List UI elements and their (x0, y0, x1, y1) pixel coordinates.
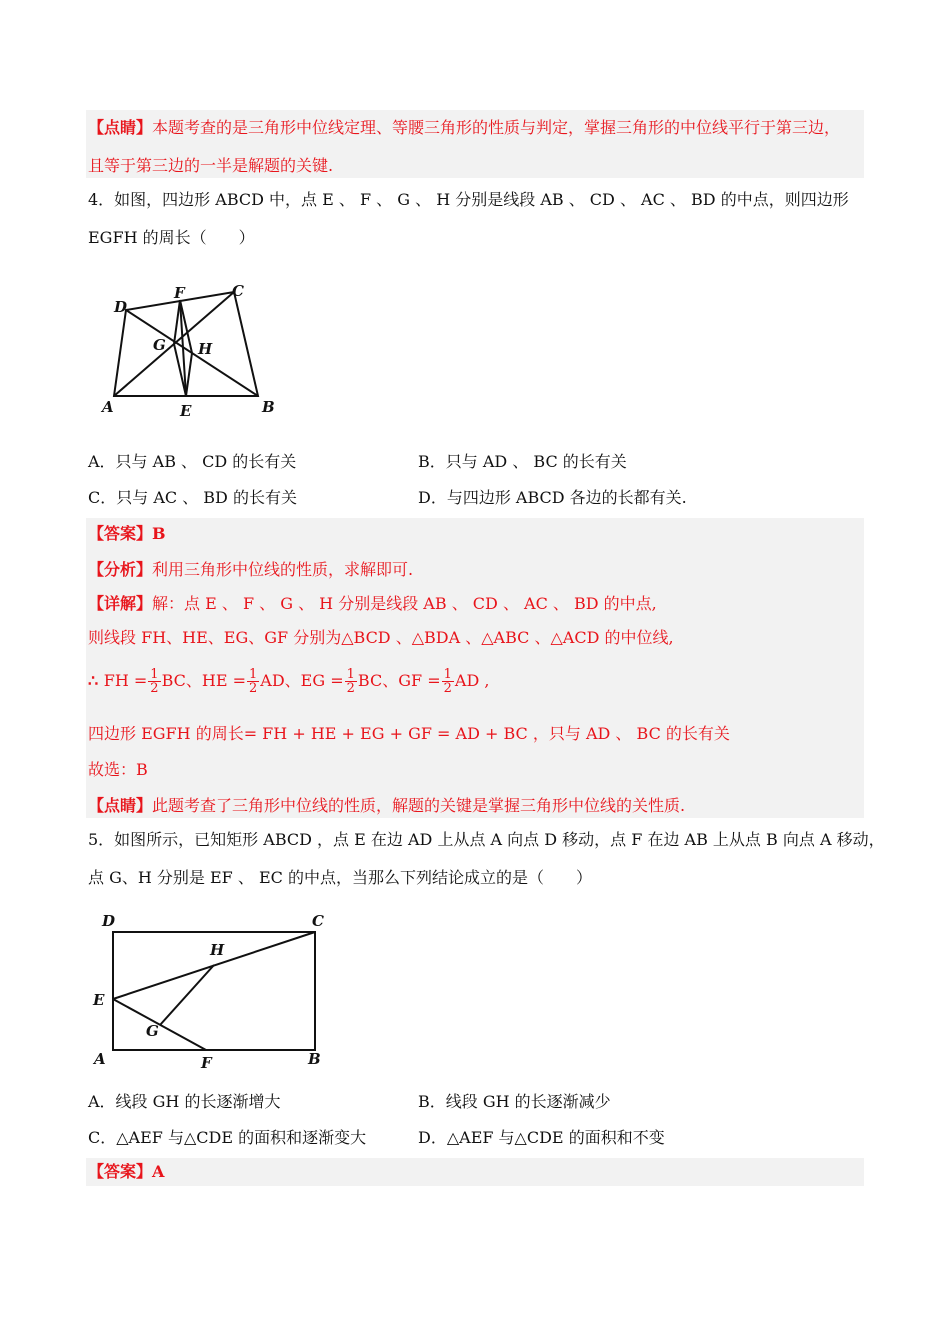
answer-value: B (152, 524, 166, 543)
q4-detail-line5: 故选：B (88, 760, 148, 779)
segment-eh (186, 353, 192, 396)
frac-num: 1 (346, 667, 355, 682)
q4-detail-line3 (88, 664, 489, 698)
eq-part-5: AD , (454, 671, 490, 690)
q3-comment-line2: 且等于第三边的一半是解题的关键. (88, 156, 334, 175)
label-b: B (308, 1050, 321, 1068)
answer-value: A (152, 1162, 165, 1181)
frac-den: 2 (346, 681, 355, 696)
comment-tag: 【点睛】 (88, 118, 153, 137)
frac-den: 2 (443, 681, 452, 696)
frac-num: 1 (443, 667, 452, 682)
comment-text: 本题考查的是三角形中位线定理、等腰三角形的性质与判定，掌握三角形的中位线平行于第三边， (152, 118, 841, 137)
q4-detail-line2: 则线段 FH、HE、EG、GF 分别为△BCD 、△BDA 、△ABC 、△ACD 的中位线, (88, 628, 674, 647)
comment-tag: 【点睛】 (88, 796, 153, 815)
q4-detail-line4: 四边形 EGFH 的周长= FH + HE + EG + GF = AD + BC ，只与 AD 、 BC 的长有关 (88, 724, 730, 743)
frac-den: 2 (150, 681, 159, 696)
fraction-half (442, 668, 454, 695)
q4-stem-line1: 4．如图，四边形 ABCD 中，点 E 、 F 、 G 、 H 分别是线段 AB 、 CD 、 AC 、 BD 的中点，则四边形 (88, 190, 849, 209)
q4-option-d[interactable]: D．与四边形 ABCD 各边的长都有关. (418, 488, 687, 507)
q5-option-b[interactable]: B．线段 GH 的长逐渐减少 (418, 1092, 611, 1111)
q4-option-c[interactable]: C．只与 AC 、 BD 的长有关 (88, 488, 297, 507)
q4-stem-line2: EGFH 的周长（ ） (88, 228, 255, 247)
q5-option-c[interactable]: C．△AEF 与△CDE 的面积和逐渐变大 (88, 1128, 367, 1147)
comment-text: 此题考查了三角形中位线的性质，解题的关键是掌握三角形中位线的关性质. (152, 796, 686, 815)
label-f: F (174, 284, 185, 302)
detail-tag: 【详解】 (88, 594, 153, 613)
detail-text-1: 解：点 E 、 F 、 G 、 H 分别是线段 AB 、 CD 、 AC 、 BD 的中点, (152, 594, 657, 613)
q4-answer (88, 524, 166, 544)
label-h: H (198, 340, 213, 358)
label-d: D (102, 912, 116, 930)
label-c: C (232, 282, 244, 300)
q4-analysis (88, 560, 413, 580)
label-h: H (210, 941, 225, 959)
analysis-tag: 【分析】 (88, 560, 153, 579)
label-e: E (93, 991, 105, 1009)
frac-num: 1 (249, 667, 258, 682)
label-b: B (262, 398, 275, 416)
frac-den: 2 (249, 681, 258, 696)
q3-comment-line1 (88, 118, 840, 138)
label-d: D (114, 298, 128, 316)
fraction-half (247, 668, 259, 695)
label-a: A (94, 1050, 106, 1068)
label-c: C (312, 912, 324, 930)
q5-option-d[interactable]: D．△AEF 与△CDE 的面积和不变 (418, 1128, 665, 1147)
label-g: G (146, 1022, 159, 1040)
analysis-text: 利用三角形中位线的性质，求解即可. (152, 560, 414, 579)
q4-detail-line1 (88, 594, 657, 614)
q4-option-a[interactable]: A．只与 AB 、 CD 的长有关 (88, 452, 297, 471)
fraction-half (148, 668, 160, 695)
q4-figure (96, 282, 296, 422)
q5-figure (88, 908, 338, 1068)
label-a: A (102, 398, 114, 416)
frac-num: 1 (150, 667, 159, 682)
label-e: E (180, 402, 192, 420)
eq-part-2: BC、HE = (161, 671, 247, 690)
q5-option-a[interactable]: A．线段 GH 的长逐渐增大 (88, 1092, 281, 1111)
eq-part-3: AD、EG = (260, 671, 344, 690)
q4-option-b[interactable]: B．只与 AD 、 BC 的长有关 (418, 452, 627, 471)
q5-answer-band (86, 1158, 864, 1186)
therefore-sign: ∴ (88, 671, 104, 690)
eq-part-4: BC、GF = (357, 671, 441, 690)
segment-fg (174, 300, 180, 344)
answer-tag: 【答案】 (88, 1162, 153, 1181)
answer-tag: 【答案】 (88, 524, 153, 543)
q5-stem-line2: 点 G、H 分别是 EF 、 EC 的中点，当那么下列结论成立的是（ ） (88, 868, 592, 887)
q5-stem-line1: 5．如图所示，已知矩形 ABCD ，点 E 在边 AD 上从点 A 向点 D 移动，点 F 在边 AB 上从点 B 向点 A 移动， (88, 830, 885, 849)
label-g: G (153, 336, 166, 354)
q5-answer (88, 1162, 164, 1182)
q4-comment (88, 796, 685, 816)
label-f: F (201, 1054, 212, 1068)
fraction-half (345, 668, 357, 695)
eq-part-1: FH = (103, 671, 148, 690)
